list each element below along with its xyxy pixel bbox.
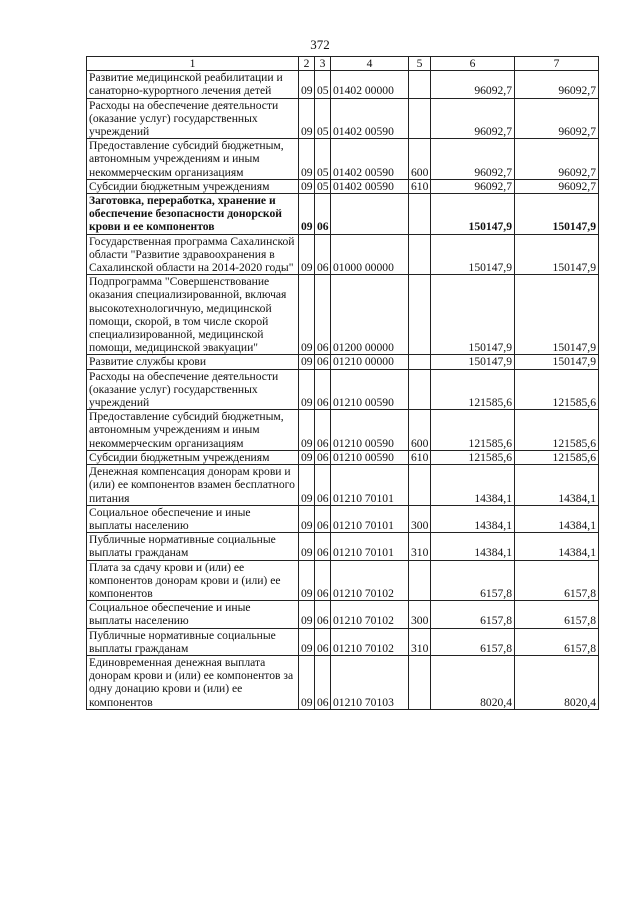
- amount-2019-cell: 6157,8: [431, 601, 515, 628]
- row-name-cell: Субсидии бюджетным учреждениям: [87, 179, 299, 193]
- target-article-cell: [331, 194, 409, 235]
- expense-type-cell: [409, 98, 431, 139]
- subsection-code-cell: 06: [315, 234, 331, 275]
- amount-2020-cell: 150147,9: [515, 355, 599, 369]
- table-row: [87, 601, 599, 628]
- target-article-cell: 01210 00590: [331, 450, 409, 464]
- section-code-cell: 09: [299, 465, 315, 506]
- table-row: [87, 275, 599, 355]
- amount-2019-cell: 6157,8: [431, 628, 515, 655]
- amount-2019-cell: 8020,4: [431, 655, 515, 709]
- amount-2019-cell: 96092,7: [431, 98, 515, 139]
- amount-2020-cell: 150147,9: [515, 275, 599, 355]
- row-name-cell: Публичные нормативные социальные выплаты гражданам: [87, 628, 299, 655]
- expense-type-cell: [409, 355, 431, 369]
- amount-2020-cell: 6157,8: [515, 628, 599, 655]
- row-name-cell: Предоставление субсидий бюджетным, автономным учреждениям и иным некоммерческим организациям: [87, 410, 299, 451]
- section-code-cell: 09: [299, 71, 315, 98]
- table-row: [87, 139, 599, 180]
- expense-type-cell: 600: [409, 410, 431, 451]
- amount-2020-cell: 96092,7: [515, 98, 599, 139]
- subsection-code-cell: 05: [315, 71, 331, 98]
- section-code-cell: 09: [299, 194, 315, 235]
- column-header: 4: [331, 57, 409, 71]
- table-row: [87, 560, 599, 601]
- table-header: [87, 57, 599, 71]
- section-code-cell: 09: [299, 655, 315, 709]
- target-article-cell: 01402 00590: [331, 179, 409, 193]
- amount-2019-cell: 14384,1: [431, 505, 515, 532]
- amount-2020-cell: 14384,1: [515, 465, 599, 506]
- row-name-cell: Предоставление субсидий бюджетным, автономным учреждениям и иным некоммерческим организациям: [87, 139, 299, 180]
- table-row: [87, 655, 599, 709]
- row-name-cell: Субсидии бюджетным учреждениям: [87, 450, 299, 464]
- section-code-cell: 09: [299, 450, 315, 464]
- subsection-code-cell: 06: [315, 410, 331, 451]
- section-code-cell: 09: [299, 234, 315, 275]
- subsection-code-cell: 05: [315, 139, 331, 180]
- row-name-cell: Социальное обеспечение и иные выплаты населению: [87, 505, 299, 532]
- expense-type-cell: [409, 234, 431, 275]
- expense-type-cell: 310: [409, 533, 431, 560]
- column-header: 7: [515, 57, 599, 71]
- expense-type-cell: 300: [409, 601, 431, 628]
- target-article-cell: 01210 70101: [331, 465, 409, 506]
- section-code-cell: 09: [299, 139, 315, 180]
- section-code-cell: 09: [299, 275, 315, 355]
- subsection-code-cell: 06: [315, 628, 331, 655]
- subsection-code-cell: 06: [315, 533, 331, 560]
- subsection-code-cell: 06: [315, 505, 331, 532]
- amount-2020-cell: 6157,8: [515, 560, 599, 601]
- table-row: [87, 410, 599, 451]
- row-name-cell: Денежная компенсация донорам крови и (или) ее компонентов взамен бесплатного питания: [87, 465, 299, 506]
- row-name-cell: Плата за сдачу крови и (или) ее компонентов донорам крови и (или) ее компонентов: [87, 560, 299, 601]
- target-article-cell: 01210 70101: [331, 533, 409, 560]
- table-row: [87, 533, 599, 560]
- subsection-code-cell: 06: [315, 601, 331, 628]
- section-code-cell: 09: [299, 505, 315, 532]
- amount-2019-cell: 96092,7: [431, 71, 515, 98]
- table-row: [87, 465, 599, 506]
- table-row: [87, 234, 599, 275]
- subsection-code-cell: 05: [315, 98, 331, 139]
- row-name-cell: Развитие службы крови: [87, 355, 299, 369]
- subsection-code-cell: 06: [315, 450, 331, 464]
- amount-2019-cell: 121585,6: [431, 450, 515, 464]
- expense-type-cell: 310: [409, 628, 431, 655]
- amount-2020-cell: 96092,7: [515, 71, 599, 98]
- target-article-cell: 01200 00000: [331, 275, 409, 355]
- expense-type-cell: [409, 560, 431, 601]
- expense-type-cell: [409, 655, 431, 709]
- amount-2020-cell: 150147,9: [515, 194, 599, 235]
- target-article-cell: 01402 00590: [331, 139, 409, 180]
- target-article-cell: 01210 70102: [331, 601, 409, 628]
- row-name-cell: Подпрограмма "Совершенствование оказания специализированной, включая высокотехнологичную, медицинской помощи, скорой, в том числе скорой специализированной, медицинской помощи, медицинской эвакуации": [87, 275, 299, 355]
- amount-2019-cell: 6157,8: [431, 560, 515, 601]
- section-code-cell: 09: [299, 533, 315, 560]
- row-name-cell: Публичные нормативные социальные выплаты гражданам: [87, 533, 299, 560]
- amount-2020-cell: 121585,6: [515, 450, 599, 464]
- target-article-cell: 01210 00590: [331, 369, 409, 410]
- amount-2019-cell: 14384,1: [431, 533, 515, 560]
- subsection-code-cell: 05: [315, 179, 331, 193]
- target-article-cell: 01210 00000: [331, 355, 409, 369]
- column-header: 5: [409, 57, 431, 71]
- amount-2020-cell: 14384,1: [515, 533, 599, 560]
- amount-2020-cell: 150147,9: [515, 234, 599, 275]
- amount-2019-cell: 150147,9: [431, 275, 515, 355]
- budget-table: [86, 56, 599, 710]
- subsection-code-cell: 06: [315, 465, 331, 506]
- expense-type-cell: 300: [409, 505, 431, 532]
- target-article-cell: 01402 00000: [331, 71, 409, 98]
- subsection-code-cell: 06: [315, 655, 331, 709]
- section-code-cell: 09: [299, 410, 315, 451]
- row-name-cell: Расходы на обеспечение деятельности (оказание услуг) государственных учреждений: [87, 369, 299, 410]
- column-header: 2: [299, 57, 315, 71]
- amount-2020-cell: 6157,8: [515, 601, 599, 628]
- expense-type-cell: [409, 71, 431, 98]
- section-code-cell: 09: [299, 355, 315, 369]
- row-name-cell: Заготовка, переработка, хранение и обеспечение безопасности донорской крови и ее компонентов: [87, 194, 299, 235]
- table-row: [87, 71, 599, 98]
- table-body: [87, 71, 599, 710]
- expense-type-cell: [409, 465, 431, 506]
- section-code-cell: 09: [299, 369, 315, 410]
- amount-2019-cell: 96092,7: [431, 139, 515, 180]
- section-code-cell: 09: [299, 628, 315, 655]
- target-article-cell: 01000 00000: [331, 234, 409, 275]
- row-name-cell: Развитие медицинской реабилитации и санаторно-курортного лечения детей: [87, 71, 299, 98]
- subsection-code-cell: 06: [315, 369, 331, 410]
- amount-2019-cell: 96092,7: [431, 179, 515, 193]
- amount-2020-cell: 121585,6: [515, 410, 599, 451]
- amount-2019-cell: 14384,1: [431, 465, 515, 506]
- expense-type-cell: [409, 369, 431, 410]
- target-article-cell: 01210 70101: [331, 505, 409, 532]
- subsection-code-cell: 06: [315, 355, 331, 369]
- section-code-cell: 09: [299, 98, 315, 139]
- table-row: [87, 194, 599, 235]
- target-article-cell: 01210 70102: [331, 628, 409, 655]
- subsection-code-cell: 06: [315, 194, 331, 235]
- table-row: [87, 628, 599, 655]
- table-row: [87, 505, 599, 532]
- table-row: [87, 98, 599, 139]
- table-row: [87, 355, 599, 369]
- expense-type-cell: [409, 194, 431, 235]
- amount-2020-cell: 121585,6: [515, 369, 599, 410]
- amount-2020-cell: 14384,1: [515, 505, 599, 532]
- expense-type-cell: 610: [409, 179, 431, 193]
- amount-2019-cell: 150147,9: [431, 234, 515, 275]
- row-name-cell: Социальное обеспечение и иные выплаты населению: [87, 601, 299, 628]
- expense-type-cell: 600: [409, 139, 431, 180]
- row-name-cell: Единовременная денежная выплата донорам крови и (или) ее компонентов за одну донацию крови и (или) ее компонентов: [87, 655, 299, 709]
- amount-2019-cell: 121585,6: [431, 410, 515, 451]
- amount-2020-cell: 96092,7: [515, 179, 599, 193]
- amount-2019-cell: 121585,6: [431, 369, 515, 410]
- amount-2019-cell: 150147,9: [431, 194, 515, 235]
- page-number: 372: [310, 37, 330, 52]
- section-code-cell: 09: [299, 601, 315, 628]
- subsection-code-cell: 06: [315, 560, 331, 601]
- subsection-code-cell: 06: [315, 275, 331, 355]
- amount-2020-cell: 96092,7: [515, 139, 599, 180]
- column-header: 1: [87, 57, 299, 71]
- amount-2019-cell: 150147,9: [431, 355, 515, 369]
- section-code-cell: 09: [299, 560, 315, 601]
- row-name-cell: Государственная программа Сахалинской области "Развитие здравоохранения в Сахалинской области на 2014-2020 годы": [87, 234, 299, 275]
- column-header: 6: [431, 57, 515, 71]
- row-name-cell: Расходы на обеспечение деятельности (оказание услуг) государственных учреждений: [87, 98, 299, 139]
- target-article-cell: 01402 00590: [331, 98, 409, 139]
- table-row: [87, 450, 599, 464]
- target-article-cell: 01210 70103: [331, 655, 409, 709]
- expense-type-cell: 610: [409, 450, 431, 464]
- amount-2020-cell: 8020,4: [515, 655, 599, 709]
- target-article-cell: 01210 70102: [331, 560, 409, 601]
- section-code-cell: 09: [299, 179, 315, 193]
- target-article-cell: 01210 00590: [331, 410, 409, 451]
- table-row: [87, 179, 599, 193]
- expense-type-cell: [409, 275, 431, 355]
- table-row: [87, 369, 599, 410]
- column-header: 3: [315, 57, 331, 71]
